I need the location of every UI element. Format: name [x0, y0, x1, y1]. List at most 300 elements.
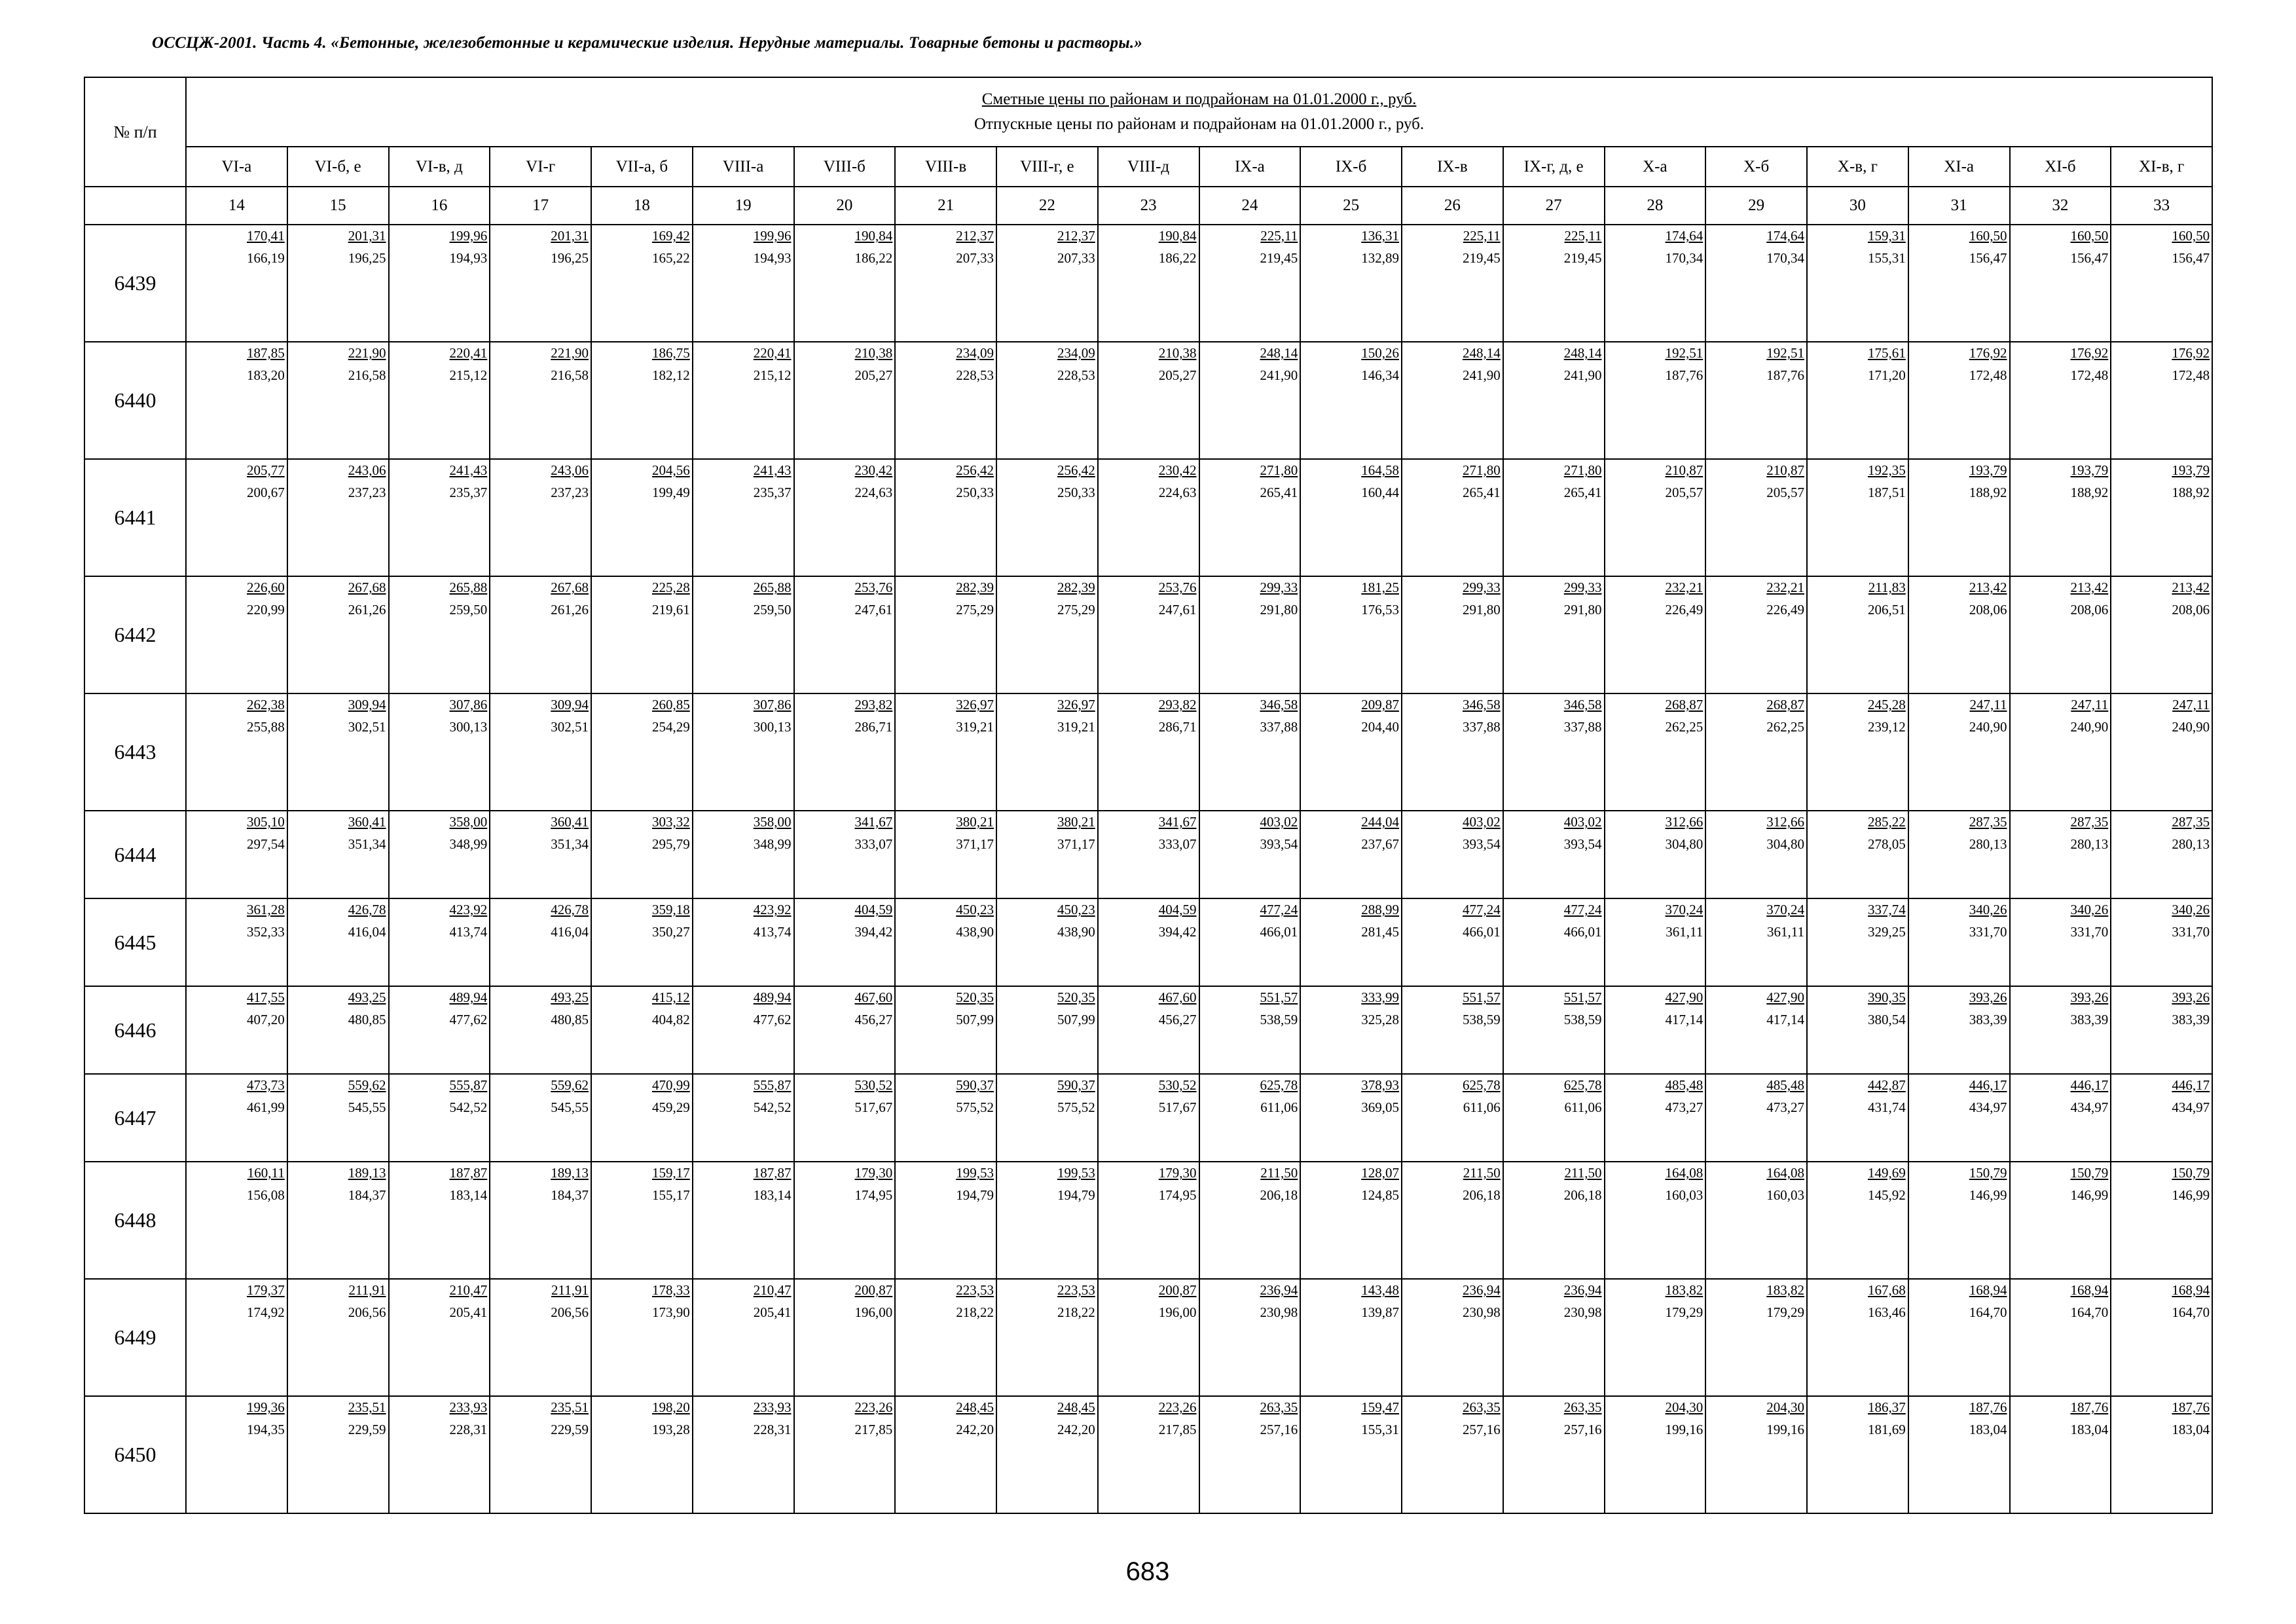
column-number: 18: [591, 187, 693, 225]
estimate-price: 211,91: [551, 1282, 589, 1298]
release-price: 164,70: [2172, 1304, 2210, 1320]
item-number: 6445: [84, 898, 186, 986]
column-number: 20: [794, 187, 896, 225]
item-number: 6443: [84, 693, 186, 811]
estimate-price: 390,35: [1868, 989, 1906, 1005]
estimate-price: 179,37: [247, 1282, 285, 1298]
release-price: 477,62: [449, 1012, 488, 1027]
price-cell: [1199, 225, 1301, 342]
estimate-price: 221,90: [551, 345, 589, 361]
release-price: 156,47: [2172, 250, 2210, 266]
price-cell: [287, 986, 389, 1074]
release-price: 179,29: [1766, 1304, 1804, 1320]
column-number: 31: [1908, 187, 2010, 225]
estimate-price: 164,08: [1665, 1165, 1704, 1181]
estimate-price: 236,94: [1563, 1282, 1602, 1298]
release-price: 331,70: [2070, 924, 2109, 940]
release-price: 208,06: [2172, 602, 2210, 618]
release-price: 240,90: [2172, 719, 2210, 735]
price-cell: [1807, 1074, 1908, 1162]
release-price: 183,04: [2172, 1422, 2210, 1437]
district-header: X-в, г: [1807, 147, 1908, 187]
release-price: 156,47: [1969, 250, 2007, 266]
price-cell: [1199, 1396, 1301, 1513]
estimate-price: 247,11: [2071, 697, 2109, 712]
estimate-price: 423,92: [449, 902, 488, 917]
price-cell: [1605, 1162, 1706, 1279]
price-cell: [1300, 225, 1402, 342]
release-price: 538,59: [1260, 1012, 1298, 1027]
release-price: 545,55: [551, 1099, 589, 1115]
release-price: 139,87: [1361, 1304, 1399, 1320]
price-cell: [1199, 576, 1301, 693]
price-cell: [794, 898, 896, 986]
estimate-price: 287,35: [2172, 814, 2210, 830]
price-cell: [287, 225, 389, 342]
estimate-price: 176,92: [1969, 345, 2007, 361]
release-price: 194,79: [1057, 1187, 1095, 1203]
release-price: 160,44: [1361, 485, 1399, 500]
item-number: 6448: [84, 1162, 186, 1279]
release-price: 240,90: [2070, 719, 2109, 735]
estimate-price: 164,08: [1766, 1165, 1804, 1181]
release-price: 257,16: [1260, 1422, 1298, 1437]
price-cell: [186, 1396, 287, 1513]
estimate-price: 159,47: [1361, 1399, 1399, 1415]
column-number: 28: [1605, 187, 1706, 225]
price-cell: [186, 986, 287, 1074]
price-cell: [389, 898, 490, 986]
release-price: 215,12: [753, 367, 792, 383]
release-price: 206,18: [1463, 1187, 1501, 1203]
estimate-price: 268,87: [1766, 697, 1804, 712]
release-price: 456,27: [1158, 1012, 1197, 1027]
price-cell: [794, 576, 896, 693]
release-price: 208,06: [1969, 602, 2007, 618]
estimate-price: 271,80: [1463, 462, 1501, 478]
district-header: VII-а, б: [591, 147, 693, 187]
estimate-price: 201,31: [348, 228, 386, 244]
price-cell: [1807, 898, 1908, 986]
price-cell: [996, 898, 1098, 986]
release-price: 262,25: [1766, 719, 1804, 735]
estimate-price: 333,99: [1361, 989, 1399, 1005]
estimate-price: 199,96: [753, 228, 792, 244]
release-price: 199,16: [1665, 1422, 1704, 1437]
release-price: 241,90: [1563, 367, 1602, 383]
release-price: 247,61: [1158, 602, 1197, 618]
release-price: 333,07: [1158, 836, 1197, 852]
estimate-price: 340,26: [2172, 902, 2210, 917]
table-title-row: [84, 77, 2212, 147]
estimate-price: 181,25: [1361, 580, 1399, 595]
estimate-price: 305,10: [247, 814, 285, 830]
release-price: 163,46: [1868, 1304, 1906, 1320]
release-price: 275,29: [956, 602, 994, 618]
price-cell: [1199, 693, 1301, 811]
release-price: 300,13: [449, 719, 488, 735]
estimate-price: 423,92: [753, 902, 792, 917]
release-price: 329,25: [1868, 924, 1906, 940]
price-cell: [490, 1396, 591, 1513]
release-price: 480,85: [551, 1012, 589, 1027]
release-price: 205,57: [1665, 485, 1704, 500]
release-price: 261,26: [551, 602, 589, 618]
estimate-price: 470,99: [652, 1077, 690, 1093]
estimate-price: 213,42: [1969, 580, 2007, 595]
price-cell: [1402, 811, 1503, 898]
release-price: 413,74: [753, 924, 792, 940]
estimate-price: 256,42: [956, 462, 994, 478]
column-number: 19: [693, 187, 794, 225]
price-cell: [1098, 986, 1199, 1074]
release-price: 611,06: [1564, 1099, 1602, 1115]
release-price: 235,37: [753, 485, 792, 500]
estimate-price: 179,30: [1158, 1165, 1197, 1181]
price-cell: [996, 693, 1098, 811]
release-price: 160,03: [1665, 1187, 1704, 1203]
release-price: 241,90: [1260, 367, 1298, 383]
estimate-price: 209,87: [1361, 697, 1399, 712]
release-price: 194,93: [449, 250, 488, 266]
release-price: 196,00: [1158, 1304, 1197, 1320]
item-number: 6447: [84, 1074, 186, 1162]
price-cell: [2010, 1074, 2111, 1162]
item-number: 6450: [84, 1396, 186, 1513]
price-cell: [1908, 811, 2010, 898]
estimate-price: 346,58: [1563, 697, 1602, 712]
release-price: 196,00: [854, 1304, 893, 1320]
price-cell: [1807, 342, 1908, 459]
release-price: 205,27: [854, 367, 893, 383]
price-cell: [490, 1162, 591, 1279]
price-cell: [1300, 811, 1402, 898]
price-cell: [1705, 225, 1807, 342]
price-cell: [895, 459, 996, 576]
estimate-price: 176,92: [2070, 345, 2109, 361]
release-price: 219,45: [1260, 250, 1298, 266]
price-cell: [693, 693, 794, 811]
estimate-price: 248,45: [1057, 1399, 1095, 1415]
price-cell: [186, 693, 287, 811]
price-cell: [1402, 1279, 1503, 1396]
release-price: 438,90: [956, 924, 994, 940]
price-cell: [1098, 1074, 1199, 1162]
price-cell: [389, 811, 490, 898]
price-cell: [389, 693, 490, 811]
estimate-price: 186,37: [1868, 1399, 1906, 1415]
release-price: 219,61: [652, 602, 690, 618]
price-cell: [389, 986, 490, 1074]
estimate-price: 187,76: [1969, 1399, 2007, 1415]
estimate-price: 190,84: [1158, 228, 1197, 244]
estimate-price: 446,17: [2172, 1077, 2210, 1093]
price-cell: [1605, 1279, 1706, 1396]
price-cell: [1098, 1396, 1199, 1513]
release-price: 250,33: [1057, 485, 1095, 500]
estimate-price: 220,41: [753, 345, 792, 361]
release-price: 361,11: [1767, 924, 1804, 940]
estimate-price: 244,04: [1361, 814, 1399, 830]
estimate-price: 404,59: [1158, 902, 1197, 917]
price-cell: [1705, 1279, 1807, 1396]
release-price: 337,88: [1463, 719, 1501, 735]
district-header: VIII-б: [794, 147, 896, 187]
release-price: 172,48: [2070, 367, 2109, 383]
district-header: X-б: [1705, 147, 1807, 187]
release-price: 218,22: [1057, 1304, 1095, 1320]
estimate-price: 192,51: [1665, 345, 1704, 361]
price-cell: [591, 225, 693, 342]
release-price: 174,95: [1158, 1187, 1197, 1203]
price-cell: [1908, 1279, 2010, 1396]
price-cell: [794, 986, 896, 1074]
release-price: 380,54: [1868, 1012, 1906, 1027]
release-price: 304,80: [1766, 836, 1804, 852]
table-row: [84, 1396, 2212, 1513]
page-number: 683: [1125, 1557, 1170, 1586]
release-price: 164,70: [1969, 1304, 2007, 1320]
estimate-price: 299,33: [1463, 580, 1501, 595]
price-cell: [389, 1279, 490, 1396]
price-cell: [1605, 459, 1706, 576]
price-cell: [186, 811, 287, 898]
price-cell: [2010, 1279, 2111, 1396]
release-price: 206,18: [1563, 1187, 1602, 1203]
release-price: 145,92: [1868, 1187, 1906, 1203]
estimate-price: 204,30: [1665, 1399, 1704, 1415]
price-cell: [287, 693, 389, 811]
release-price: 297,54: [247, 836, 285, 852]
price-cell: [1098, 342, 1199, 459]
release-price: 438,90: [1057, 924, 1095, 940]
price-cell: [693, 342, 794, 459]
release-price: 291,80: [1463, 602, 1501, 618]
price-cell: [389, 342, 490, 459]
estimate-price: 312,66: [1665, 814, 1704, 830]
column-number: 29: [1705, 187, 1807, 225]
release-price: 291,80: [1563, 602, 1602, 618]
price-cell: [996, 576, 1098, 693]
price-cell: [490, 576, 591, 693]
district-header: IX-в: [1402, 147, 1503, 187]
price-cell: [1402, 1396, 1503, 1513]
estimate-price: 223,53: [1057, 1282, 1095, 1298]
estimate-price: 287,35: [2070, 814, 2109, 830]
table-row: [84, 225, 2212, 342]
estimate-price: 225,11: [1260, 228, 1298, 244]
release-price: 351,34: [348, 836, 386, 852]
estimate-price: 198,20: [652, 1399, 690, 1415]
price-cell: [1098, 1279, 1199, 1396]
item-number: 6446: [84, 986, 186, 1074]
release-price: 542,52: [753, 1099, 792, 1115]
estimate-price: 221,90: [348, 345, 386, 361]
estimate-price: 225,11: [1463, 228, 1501, 244]
price-cell: [591, 1162, 693, 1279]
release-price: 265,41: [1260, 485, 1298, 500]
release-price: 228,31: [449, 1422, 488, 1437]
price-cell: [1402, 1162, 1503, 1279]
price-cell: [389, 576, 490, 693]
estimate-price: 247,11: [1969, 697, 2007, 712]
release-price: 434,97: [2070, 1099, 2109, 1115]
estimate-price: 150,79: [1969, 1165, 2007, 1181]
estimate-price: 393,26: [2070, 989, 2109, 1005]
district-header: IX-г, д, е: [1503, 147, 1605, 187]
release-price: 351,34: [551, 836, 589, 852]
release-price: 174,92: [247, 1304, 285, 1320]
estimate-price: 263,35: [1463, 1399, 1501, 1415]
release-price: 281,45: [1361, 924, 1399, 940]
estimate-price: 341,67: [854, 814, 893, 830]
estimate-price: 489,94: [449, 989, 488, 1005]
price-cell: [1605, 576, 1706, 693]
estimate-price: 213,42: [2172, 580, 2210, 595]
release-price: 337,88: [1563, 719, 1602, 735]
release-price: 304,80: [1665, 836, 1704, 852]
price-cell: [1199, 459, 1301, 576]
release-price: 226,49: [1766, 602, 1804, 618]
release-price: 280,13: [2172, 836, 2210, 852]
estimate-price: 477,24: [1463, 902, 1501, 917]
estimate-price: 403,02: [1463, 814, 1501, 830]
release-price: 456,27: [854, 1012, 893, 1027]
release-price: 331,70: [1969, 924, 2007, 940]
release-price: 205,41: [753, 1304, 792, 1320]
release-price: 369,05: [1361, 1099, 1399, 1115]
release-price: 188,92: [1969, 485, 2007, 500]
release-price: 176,53: [1361, 602, 1399, 618]
estimate-price: 282,39: [1057, 580, 1095, 595]
release-price: 206,51: [1868, 602, 1906, 618]
price-cell: [693, 811, 794, 898]
estimate-price: 260,85: [652, 697, 690, 712]
release-price: 220,99: [247, 602, 285, 618]
column-number: 15: [287, 187, 389, 225]
price-cell: [1807, 811, 1908, 898]
release-price: 193,28: [652, 1422, 690, 1437]
estimate-price: 190,84: [854, 228, 893, 244]
estimate-price: 346,58: [1463, 697, 1501, 712]
estimate-price: 245,28: [1868, 697, 1906, 712]
price-cell: [1807, 1162, 1908, 1279]
column-number: 27: [1503, 187, 1605, 225]
district-header: VI-г: [490, 147, 591, 187]
price-cell: [794, 225, 896, 342]
estimate-price: 403,02: [1260, 814, 1298, 830]
price-cell: [2111, 225, 2212, 342]
column-number: 32: [2010, 187, 2111, 225]
estimate-price: 427,90: [1766, 989, 1804, 1005]
estimate-price: 248,45: [956, 1399, 994, 1415]
estimate-price: 210,47: [753, 1282, 792, 1298]
release-price: 265,41: [1463, 485, 1501, 500]
table-row: [84, 576, 2212, 693]
estimate-price: 309,94: [348, 697, 386, 712]
price-cell: [287, 1279, 389, 1396]
estimate-price: 265,88: [449, 580, 488, 595]
price-cell: [1503, 1162, 1605, 1279]
price-cell: [1199, 811, 1301, 898]
estimate-price: 159,17: [652, 1165, 690, 1181]
price-cell: [693, 986, 794, 1074]
estimate-price: 551,57: [1260, 989, 1298, 1005]
release-price: 545,55: [348, 1099, 386, 1115]
estimate-price: 235,51: [348, 1399, 386, 1415]
row-number-header: № п/п: [84, 77, 186, 187]
estimate-price: 493,25: [348, 989, 386, 1005]
release-price: 480,85: [348, 1012, 386, 1027]
estimate-price: 241,43: [753, 462, 792, 478]
price-cell: [1199, 1162, 1301, 1279]
table-row: [84, 986, 2212, 1074]
estimate-price: 403,02: [1563, 814, 1602, 830]
estimate-price: 380,21: [956, 814, 994, 830]
release-price: 348,99: [753, 836, 792, 852]
price-cell: [1402, 576, 1503, 693]
estimate-price: 200,87: [854, 1282, 893, 1298]
price-cell: [996, 1074, 1098, 1162]
estimate-price: 225,28: [652, 580, 690, 595]
price-cell: [1503, 459, 1605, 576]
release-price: 383,39: [2070, 1012, 2109, 1027]
estimate-price: 303,32: [652, 814, 690, 830]
release-price: 224,63: [1158, 485, 1197, 500]
price-cell: [1605, 225, 1706, 342]
release-price: 194,93: [753, 250, 792, 266]
estimate-price: 210,87: [1665, 462, 1704, 478]
release-price: 146,34: [1361, 367, 1399, 383]
estimate-price: 220,41: [449, 345, 488, 361]
release-price: 319,21: [1057, 719, 1095, 735]
release-price: 226,49: [1665, 602, 1704, 618]
price-cell: [895, 1396, 996, 1513]
price-cell: [1098, 1162, 1199, 1279]
estimate-price: 404,59: [854, 902, 893, 917]
price-cell: [287, 459, 389, 576]
price-cell: [1807, 1279, 1908, 1396]
estimate-price: 168,94: [1969, 1282, 2007, 1298]
estimate-price: 442,87: [1868, 1077, 1906, 1093]
price-cell: [186, 342, 287, 459]
price-cell: [1300, 1279, 1402, 1396]
price-cell: [1807, 459, 1908, 576]
price-cell: [895, 986, 996, 1074]
price-cell: [1300, 693, 1402, 811]
release-price: 466,01: [1563, 924, 1602, 940]
column-number-row: [84, 187, 2212, 225]
table-row: [84, 459, 2212, 576]
estimate-price: 213,42: [2070, 580, 2109, 595]
price-cell: [1402, 1074, 1503, 1162]
release-price: 186,22: [854, 250, 893, 266]
release-price: 542,52: [449, 1099, 488, 1115]
estimate-price: 167,68: [1868, 1282, 1906, 1298]
price-cell: [794, 1162, 896, 1279]
release-price: 228,31: [753, 1422, 792, 1437]
release-price: 179,29: [1665, 1304, 1704, 1320]
release-price: 250,33: [956, 485, 994, 500]
price-cell: [591, 1279, 693, 1396]
price-cell: [591, 693, 693, 811]
estimate-price: 248,14: [1563, 345, 1602, 361]
estimate-price: 380,21: [1057, 814, 1095, 830]
release-price: 196,25: [348, 250, 386, 266]
item-number: 6440: [84, 342, 186, 459]
price-cell: [1199, 1074, 1301, 1162]
price-cell: [1300, 986, 1402, 1074]
